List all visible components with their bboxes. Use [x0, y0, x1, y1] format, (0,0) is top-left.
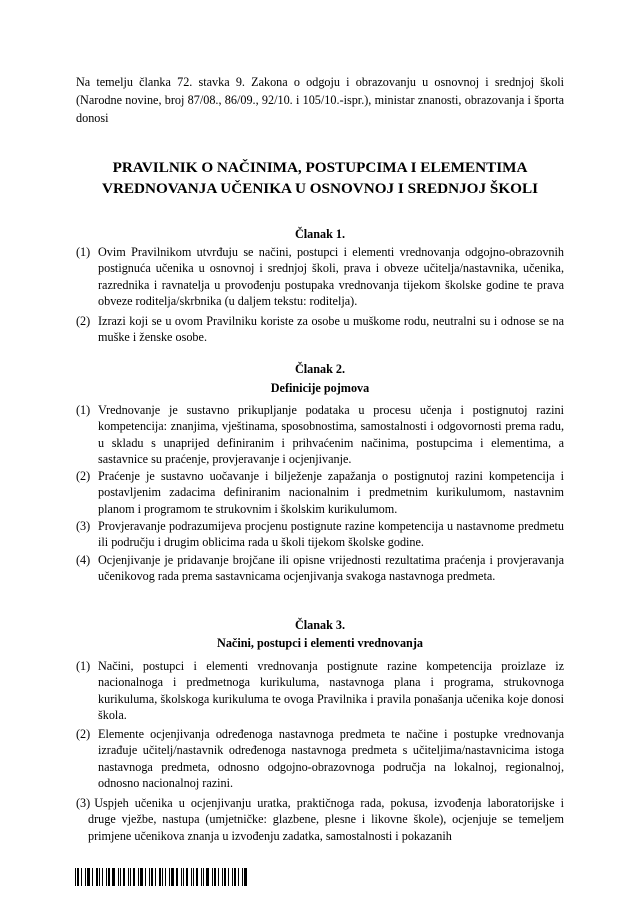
- paragraph-text: Praćenje je sustavno uočavanje i bilježenje zapažanja o postignutoj razini kompetencija i postavljenim zadacima definiranim nacionalnim i predmetnim kurikulumom, nastavnim planom i programom te strukovnim i školskim kurikulumom.: [98, 469, 564, 516]
- paragraph-number: (2): [76, 469, 91, 483]
- barcode-bar: [92, 868, 93, 886]
- barcode-bar: [130, 868, 131, 886]
- barcode-bar: [201, 868, 202, 886]
- barcode-bar: [228, 868, 229, 886]
- barcode-bar: [133, 868, 135, 886]
- paragraph-text: Načini, postupci i elementi vrednovanja postignute razine kompetencija proizlaze iz nacionalnoga i predmetnoga kurikuluma, nastavnoga plana i programa, strukovnoga kurikuluma, školskoga kurikuluma te ovoga Pravilnika i pravila ponašanja učenika koje donosi škola.: [98, 659, 564, 723]
- barcode-bar: [193, 868, 194, 886]
- article-3-heading: Članak 3.: [294, 618, 346, 632]
- barcode-bar: [102, 868, 103, 886]
- paragraph-number: (2): [76, 727, 91, 741]
- barcode-bar: [123, 868, 125, 886]
- barcode-bar: [234, 868, 236, 886]
- article-3-paragraph-2: [76, 726, 564, 792]
- barcode-bar: [96, 868, 98, 886]
- barcode-bar: [244, 868, 247, 886]
- paragraph-number: (1): [76, 659, 91, 673]
- paragraph-text: Uspjeh učenika u ocjenjivanju uratka, praktičnoga rada, pokusa, izvođenja laboratorijske i druge vježbe, nastupa (umjetničke: glazbene, plesne i likovne škole), ocjenjuje se temeljem primjene učenikova znanja u izvođenju zadatka, samostalnosti i pokazanih: [88, 796, 564, 843]
- paragraph-number: (4): [76, 553, 91, 567]
- article-2-paragraph-1: [76, 402, 564, 468]
- barcode-bar: [159, 868, 161, 886]
- barcode-bar: [165, 868, 166, 886]
- paragraph-text: Ocjenjivanje je pridavanje brojčane ili opisne vrijednosti rezultatima praćenja i provjeravanja učenikovog rada prema sastavnicama ocjenjivanja svakoga nastavnoga predmeta.: [98, 553, 564, 584]
- paragraph-text: Elemente ocjenjivanja određenoga nastavnoga predmeta te načine i postupke vrednovanja izrađuje učitelj/nastavnik određenoga nastavnoga predmeta s učiteljima/nastavnicima istoga nastavnoga predmeta, odnosno odgojno-obrazovnoga područja na lokalnoj, regionalnoj, odnosno nacionalnoj razini.: [98, 727, 564, 791]
- barcode-bar: [242, 868, 243, 886]
- barcode-bar: [87, 868, 90, 886]
- article-2-paragraph-3: [76, 518, 564, 551]
- barcode-bar: [85, 868, 86, 886]
- article-1-paragraph-1: [76, 244, 564, 310]
- barcode-bar: [222, 868, 223, 886]
- barcode-bar: [183, 868, 184, 886]
- paragraph-text: Izrazi koji se u ovom Pravilniku koriste za osobe u muškome rodu, neutralni su i odnose se na muške i ženske osobe.: [98, 314, 564, 345]
- barcode-bar: [151, 868, 153, 886]
- article-2-paragraph-2: [76, 468, 564, 517]
- article-3-subheading: Načini, postupci i elementi vrednovanja: [217, 636, 423, 650]
- paragraph-number: (3): [76, 796, 91, 810]
- barcode-bar: [224, 868, 226, 886]
- barcode-bar: [145, 868, 146, 886]
- paragraph-text: Vrednovanje je sustavno prikupljanje podataka u procesu učenja i postignutoj razini kompetencija: znanjima, vještinama, sposobnostima, samostalnosti i odgovornosti prema radu, u skladu s unaprijed definiranim i prihvaćenim načinima, postupcima i elementima, a sastavnice su praćenje, provjeravanje i ocjenjivanje.: [98, 403, 564, 467]
- barcode-bar: [191, 868, 192, 886]
- barcode-bar: [112, 868, 115, 886]
- barcode-bar: [186, 868, 188, 886]
- barcode-bar: [206, 868, 209, 886]
- barcode-bar: [149, 868, 150, 886]
- barcode-bar: [138, 868, 139, 886]
- barcode-bar: [75, 868, 76, 886]
- barcode-bar: [214, 868, 216, 886]
- barcode-bar: [140, 868, 143, 886]
- barcode-bar: [128, 868, 129, 886]
- barcode-bar: [118, 868, 119, 886]
- barcode-bar: [181, 868, 182, 886]
- article-3-paragraph-3: [76, 795, 564, 844]
- article-3-paragraph-1: [76, 658, 564, 724]
- paragraph-number: (1): [76, 403, 91, 417]
- article-2-paragraph-4: [76, 552, 564, 585]
- barcode-bar: [77, 868, 79, 886]
- document-title: PRAVILNIK O NAČINIMA, POSTUPCIMA I ELEMENTIMA VREDNOVANJA UČENIKA U OSNOVNOJ I SREDNJOJ ŠKOLI: [101, 159, 538, 197]
- barcode-bar: [162, 868, 163, 886]
- intro-paragraph: Na temelju članka 72. stavka 9. Zakona o odgoju i obrazovanju u osnovnoj i srednjoj školi (Narodne novine, broj 87/08., 86/09., 92/10. i 105/10.-ispr.), ministar znanosti, obrazovanja i športa donosi: [76, 75, 564, 125]
- barcode-bar: [171, 868, 174, 886]
- paragraph-text: Ovim Pravilnikom utvrđuju se načini, postupci i elementi vrednovanja odgojno-obrazovnih postignuća učenika u osnovnoj i srednjoj školi, prava i obveze učitelja/nastavnika, učenika, razrednika i ravnatelja u provođenju postupaka vrednovanja tijekom školske godine te prava obveze roditelja/skrbnika (u daljem tekstu: roditelja).: [98, 245, 564, 309]
- barcode-bar: [81, 868, 82, 886]
- paragraph-number: (2): [76, 314, 91, 328]
- article-1-paragraph-2: [76, 313, 564, 346]
- paragraph-number: (1): [76, 245, 91, 259]
- barcode: [75, 868, 249, 886]
- barcode-bar: [108, 868, 110, 886]
- barcode-bar: [106, 868, 107, 886]
- article-2-subheading: Definicije pojmova: [270, 381, 370, 395]
- barcode-bar: [169, 868, 170, 886]
- article-1-heading: Članak 1.: [294, 227, 346, 241]
- barcode-bar: [218, 868, 219, 886]
- barcode-bar: [99, 868, 100, 886]
- barcode-bar: [232, 868, 233, 886]
- barcode-bar: [196, 868, 198, 886]
- barcode-bar: [120, 868, 121, 886]
- barcode-bar: [212, 868, 213, 886]
- barcode-bar: [238, 868, 239, 886]
- article-2-heading: Članak 2.: [294, 362, 346, 376]
- barcode-bar: [176, 868, 178, 886]
- barcode-bar: [155, 868, 156, 886]
- paragraph-text: Provjeravanje podrazumijeva procjenu postignute razine kompetencija u nastavnome predmetu ili području i drugim oblicima rada u školi tijekom školske godine.: [98, 519, 564, 550]
- barcode-bar: [203, 868, 204, 886]
- paragraph-number: (3): [76, 519, 91, 533]
